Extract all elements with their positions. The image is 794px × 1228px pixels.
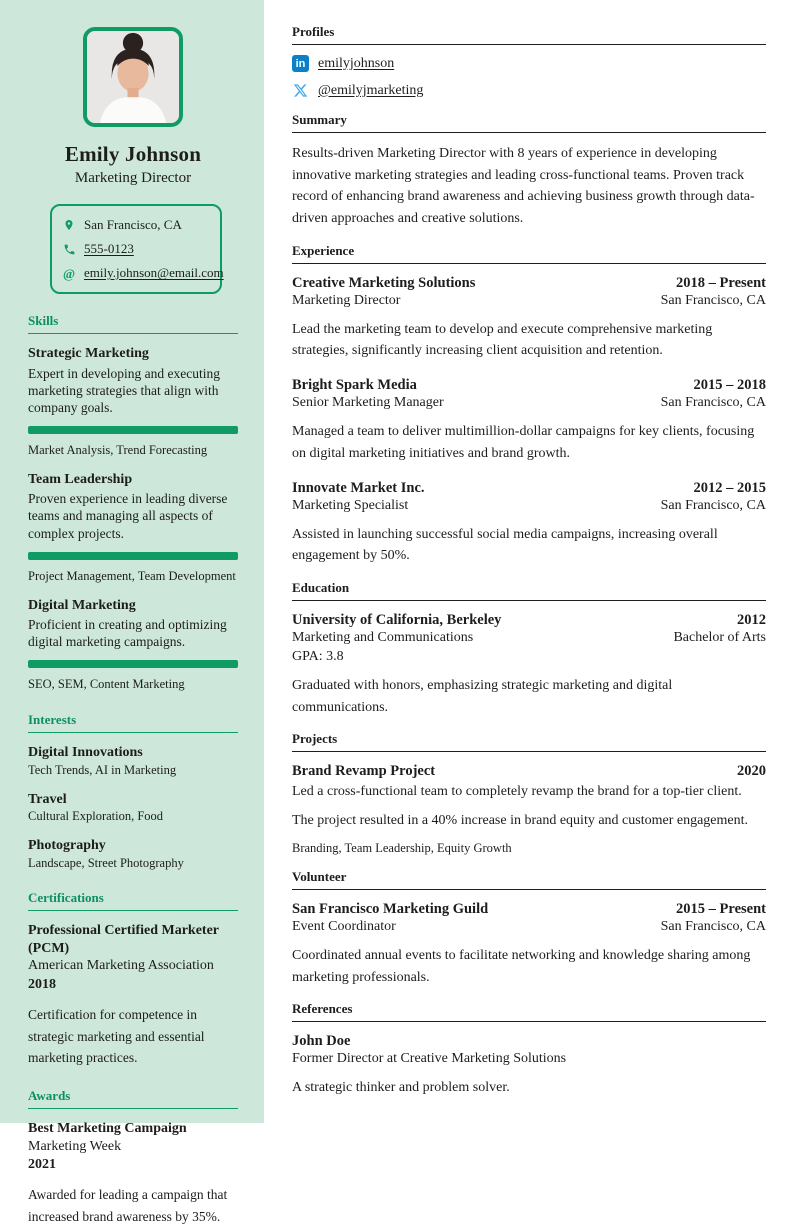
company-name: Innovate Market Inc.	[292, 479, 425, 496]
references-section	[292, 1001, 766, 1099]
skill-item	[28, 471, 238, 585]
interest-name: Travel	[28, 791, 67, 807]
volunteer-entry	[292, 900, 766, 988]
interest-keywords: Tech Trends, AI in Marketing	[28, 762, 177, 777]
volunteer-section	[292, 869, 766, 988]
phone-icon	[62, 243, 76, 256]
summary-heading: Summary	[292, 112, 766, 133]
award-item	[28, 1120, 238, 1228]
linkedin-icon: in	[292, 55, 309, 72]
contact-email	[62, 265, 224, 281]
awards-section	[28, 1088, 238, 1228]
contact-phone-link[interactable]: 555-0123	[84, 241, 134, 256]
study-area: Marketing and Communications	[292, 630, 474, 646]
date-range: 2018 – Present	[676, 274, 766, 291]
x-icon	[292, 82, 309, 99]
skills-section	[28, 313, 238, 693]
person-headline: Marketing Director	[74, 170, 192, 186]
skill-item	[28, 345, 238, 459]
job-location: San Francisco, CA	[660, 395, 766, 411]
volunteer-position: Event Coordinator	[292, 919, 396, 935]
sidebar	[0, 0, 264, 1225]
company-name: Creative Marketing Solutions	[292, 274, 476, 291]
skill-name: Team Leadership	[28, 471, 133, 487]
skill-level-fill	[28, 426, 238, 434]
interest-keywords: Cultural Exploration, Food	[28, 809, 164, 824]
skill-description: Expert in developing and executing marketing strategies that align with company goals.	[28, 365, 220, 415]
interest-item	[28, 744, 238, 778]
degree-type: Bachelor of Arts	[673, 630, 766, 646]
organization-name: San Francisco Marketing Guild	[292, 900, 489, 917]
volunteer-location: San Francisco, CA	[660, 919, 766, 935]
interest-name: Digital Innovations	[28, 745, 143, 761]
skills-heading: Skills	[28, 313, 238, 334]
certification-date: 2018	[28, 976, 56, 992]
experience-entry	[292, 479, 766, 567]
award-name: Best Marketing Campaign	[28, 1121, 187, 1137]
interest-keywords: Landscape, Street Photography	[28, 855, 184, 870]
location-pin-icon	[62, 218, 76, 232]
contact-card	[50, 204, 222, 294]
experience-summary: Lead the marketing team to develop and execute comprehensive marketing strategies, significantly increasing client acquisition and retention.	[292, 321, 713, 359]
experience-summary: Managed a team to deliver multimillion-dollar campaigns for key clients, focusing on digital marketing initiatives and brand growth.	[292, 424, 755, 461]
summary-section	[292, 112, 766, 230]
profiles-section	[292, 24, 766, 99]
skill-level-fill	[28, 552, 238, 560]
skill-item	[28, 597, 238, 694]
education-section	[292, 580, 766, 718]
skill-level-bar	[28, 660, 238, 668]
experience-section	[292, 243, 766, 567]
position-title: Marketing Specialist	[292, 497, 409, 513]
date-range: 2012 – 2015	[693, 479, 766, 496]
skill-level-bar	[28, 426, 238, 434]
institution-name: University of California, Berkeley	[292, 611, 502, 628]
at-icon: @	[62, 265, 76, 281]
profile-photo	[83, 27, 183, 127]
avatar-illustration	[87, 31, 179, 123]
skill-level-bar	[28, 552, 238, 560]
position-title: Senior Marketing Manager	[292, 395, 444, 411]
summary-text: Results-driven Marketing Director with 8 years of experience in developing innovative marketing strategies and leading cross-functional teams. Proven track record of enhancing brand awareness and achieving business growth through data-driven approaches and creative solutions.	[292, 146, 755, 227]
job-location: San Francisco, CA	[660, 292, 766, 308]
interest-name: Photography	[28, 838, 106, 853]
experience-summary: Assisted in launching successful social media campaigns, increasing overall engagement by 50%.	[292, 526, 718, 564]
person-name: Emily Johnson	[64, 142, 202, 166]
profiles-heading: Profiles	[292, 24, 766, 45]
project-name: Brand Revamp Project	[292, 763, 436, 780]
position-title: Marketing Director	[292, 292, 401, 308]
linkedin-username-link[interactable]: emilyjohnson	[318, 55, 395, 71]
date-range: 2015 – Present	[676, 900, 766, 917]
awards-heading: Awards	[28, 1088, 238, 1109]
volunteer-heading: Volunteer	[292, 869, 766, 890]
certifications-heading: Certifications	[28, 890, 238, 911]
skill-level-fill	[28, 660, 238, 668]
interests-section	[28, 712, 238, 871]
skill-name: Strategic Marketing	[28, 346, 149, 361]
skill-description: Proven experience in leading diverse teams and managing all aspects of complex projects.	[28, 491, 228, 541]
profile-linkedin	[292, 55, 766, 72]
main-column	[264, 0, 794, 1123]
profile-x	[292, 82, 766, 99]
date-range: 2015 – 2018	[693, 377, 766, 394]
reference-name: John Doe	[292, 1033, 351, 1050]
references-heading: References	[292, 1001, 766, 1022]
award-summary: Awarded for leading a campaign that increased brand awareness by 35%.	[28, 1187, 228, 1225]
project-summary: The project resulted in a 40% increase in brand equity and customer engagement.	[292, 813, 748, 829]
certification-item	[28, 922, 238, 1069]
volunteer-summary: Coordinated annual events to facilitate networking and knowledge sharing among marketing professionals.	[292, 947, 751, 985]
project-entry	[292, 762, 766, 856]
job-location: San Francisco, CA	[660, 497, 766, 513]
certification-summary: Certification for competence in strategic marketing and essential marketing practices.	[28, 1006, 205, 1066]
skill-description: Proficient in creating and optimizing digital marketing campaigns.	[28, 617, 227, 650]
company-name: Bright Spark Media	[292, 377, 417, 394]
project-keywords: Branding, Team Leadership, Equity Growth	[292, 840, 512, 855]
reference-description: Former Director at Creative Marketing Solutions	[292, 1051, 567, 1067]
certifications-section	[28, 890, 238, 1069]
reference-entry	[292, 1032, 766, 1099]
experience-heading: Experience	[292, 243, 766, 264]
contact-location	[62, 217, 210, 233]
contact-phone	[62, 241, 210, 257]
education-entry	[292, 611, 766, 718]
education-summary: Graduated with honors, emphasizing strategic marketing and digital communications.	[292, 677, 673, 715]
project-date: 2020	[737, 763, 766, 780]
projects-heading: Projects	[292, 731, 766, 752]
reference-summary: A strategic thinker and problem solver.	[292, 1080, 510, 1096]
interests-heading: Interests	[28, 712, 238, 733]
skill-keywords: Market Analysis, Trend Forecasting	[28, 442, 208, 457]
education-heading: Education	[292, 580, 766, 601]
interest-item	[28, 791, 238, 825]
award-date: 2021	[28, 1157, 56, 1173]
certification-name: Professional Certified Marketer (PCM)	[28, 923, 219, 956]
skill-keywords: SEO, SEM, Content Marketing	[28, 677, 185, 692]
skill-keywords: Project Management, Team Development	[28, 568, 236, 583]
award-awarder: Marketing Week	[28, 1138, 122, 1154]
contact-location-value: San Francisco, CA	[84, 217, 182, 232]
gpa-value: GPA: 3.8	[292, 648, 344, 664]
experience-entry	[292, 376, 766, 464]
projects-section	[292, 731, 766, 856]
x-username-link[interactable]: @emilyjmarketing	[318, 82, 424, 98]
graduation-date: 2012	[737, 611, 766, 628]
skill-name: Digital Marketing	[28, 597, 136, 613]
interest-item	[28, 837, 238, 871]
contact-email-link[interactable]: emily.johnson@email.com	[84, 265, 224, 280]
certification-issuer: American Marketing Association	[28, 958, 214, 974]
experience-entry	[292, 274, 766, 362]
project-description: Led a cross-functional team to completely revamp the brand for a top-tier client.	[292, 784, 742, 800]
